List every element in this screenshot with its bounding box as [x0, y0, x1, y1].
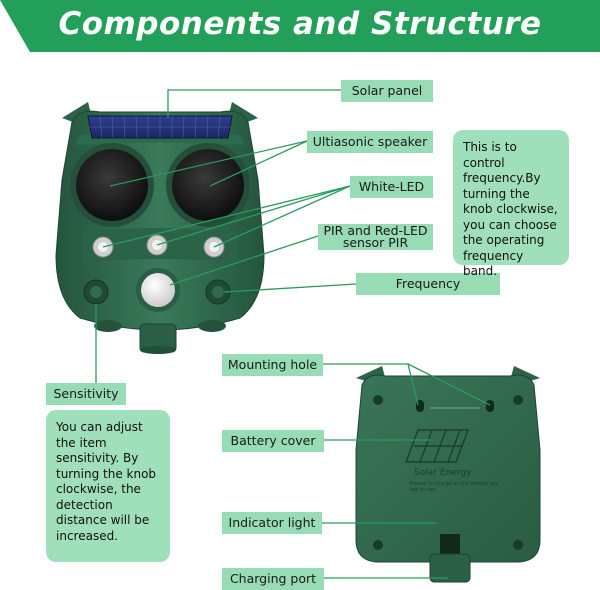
- charging-port-label: Charging port: [222, 568, 324, 590]
- pir-label-line1: PIR and Red-LED: [323, 223, 428, 238]
- front-device: [56, 102, 264, 354]
- ultrasonic-speaker-label: Ultiasonic speaker: [307, 131, 433, 153]
- solar-panel-label: Solar panel: [341, 80, 433, 102]
- pir-sensor-label: [318, 224, 433, 250]
- sensitivity-label: Sensitivity: [46, 383, 126, 405]
- frequency-note: This is to control frequency.By turning the knob clockwise, you can choose the operating frequency band.: [453, 130, 569, 265]
- indicator-light-label: Indicator light: [222, 512, 322, 534]
- frequency-label: Frequency: [356, 273, 500, 295]
- sensitivity-note: You can adjust the item sensitivity. By turning the knob clockwise, the detection distance will be increased.: [46, 410, 170, 562]
- pir-label-line2: sensor PIR: [342, 235, 409, 250]
- back-panel-text: Solar Energy: [414, 468, 472, 478]
- mounting-hole-label: Mounting hole: [222, 354, 323, 376]
- back-small-text: Please to charge as the battery are low to use.: [410, 481, 499, 493]
- battery-cover-label: Battery cover: [222, 430, 324, 452]
- white-led-label: White-LED: [350, 176, 433, 198]
- page-title: Components and Structure: [58, 6, 542, 42]
